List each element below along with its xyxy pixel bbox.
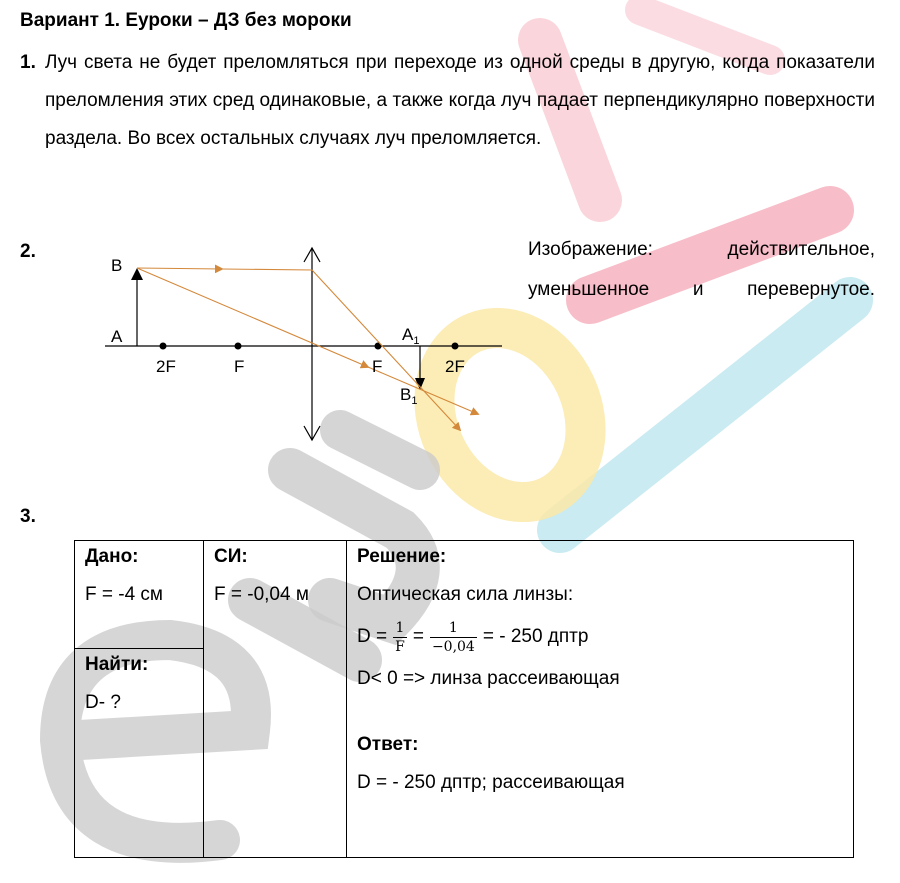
solution-table xyxy=(74,540,854,858)
find-value: D- ? xyxy=(85,692,121,713)
label-2f-right: 2F xyxy=(445,357,465,376)
solution-line-1: Оптическая сила линзы: xyxy=(357,584,574,605)
fraction-1-over-value: $\frac{1}{-0,04}$ xyxy=(431,619,475,655)
task3-number: 3. xyxy=(20,506,36,527)
task1-number: 1. xyxy=(20,52,36,73)
task2-text: Изображение: действительное, уменьшенное и перевернутое. xyxy=(528,239,875,300)
label-a: A xyxy=(111,327,123,346)
label-b1: $B_1$ xyxy=(400,385,418,407)
formula-rhs: = - 250 дптр xyxy=(482,626,589,647)
formula-eq: = xyxy=(412,626,424,647)
solution-line-3: D< 0 => линза рассеивающая xyxy=(357,668,620,689)
light-rays xyxy=(137,268,478,430)
optical-power-formula xyxy=(357,615,843,659)
focus-2f-right-dot xyxy=(452,343,459,350)
solution-cell xyxy=(347,541,854,858)
focus-2f-left-dot xyxy=(160,343,167,350)
label-f-right: F xyxy=(372,357,383,376)
si-value: F = -0,04 м xyxy=(214,584,309,605)
si-cell xyxy=(204,541,347,858)
label-f-left: F xyxy=(234,357,245,376)
label-b: B xyxy=(111,256,123,275)
answer-header: Ответ: xyxy=(357,734,419,755)
object-arrow xyxy=(131,268,143,346)
task1-text: Луч света не будет преломляться при переходе из одной среды в другую, когда показатели преломления этих сред одинаковые, а также когда луч падает перпендикулярно поверхности раздела. Во всех остальных случаях луч преломляется. xyxy=(45,52,875,149)
lens-ray-diagram xyxy=(100,240,510,445)
find-header: Найти: xyxy=(85,654,149,675)
task2-number: 2. xyxy=(20,241,36,262)
given-value: F = -4 см xyxy=(85,584,163,605)
document-title: Вариант 1. Еуроки – ДЗ без мороки xyxy=(20,10,352,31)
label-2f-left: 2F xyxy=(156,357,176,376)
answer-value: D = - 250 дптр; рассеивающая xyxy=(357,772,625,793)
given-header: Дано: xyxy=(85,546,139,567)
si-header: СИ: xyxy=(214,546,248,567)
find-cell xyxy=(75,649,204,858)
formula-lhs: D = xyxy=(357,626,388,647)
label-a1: $A_1$ xyxy=(402,325,420,347)
given-cell xyxy=(75,541,204,649)
focus-f-left-dot xyxy=(235,343,242,350)
fraction-1-over-f: $\frac{1}{F}$ xyxy=(395,619,405,655)
solution-header: Решение: xyxy=(357,546,447,567)
